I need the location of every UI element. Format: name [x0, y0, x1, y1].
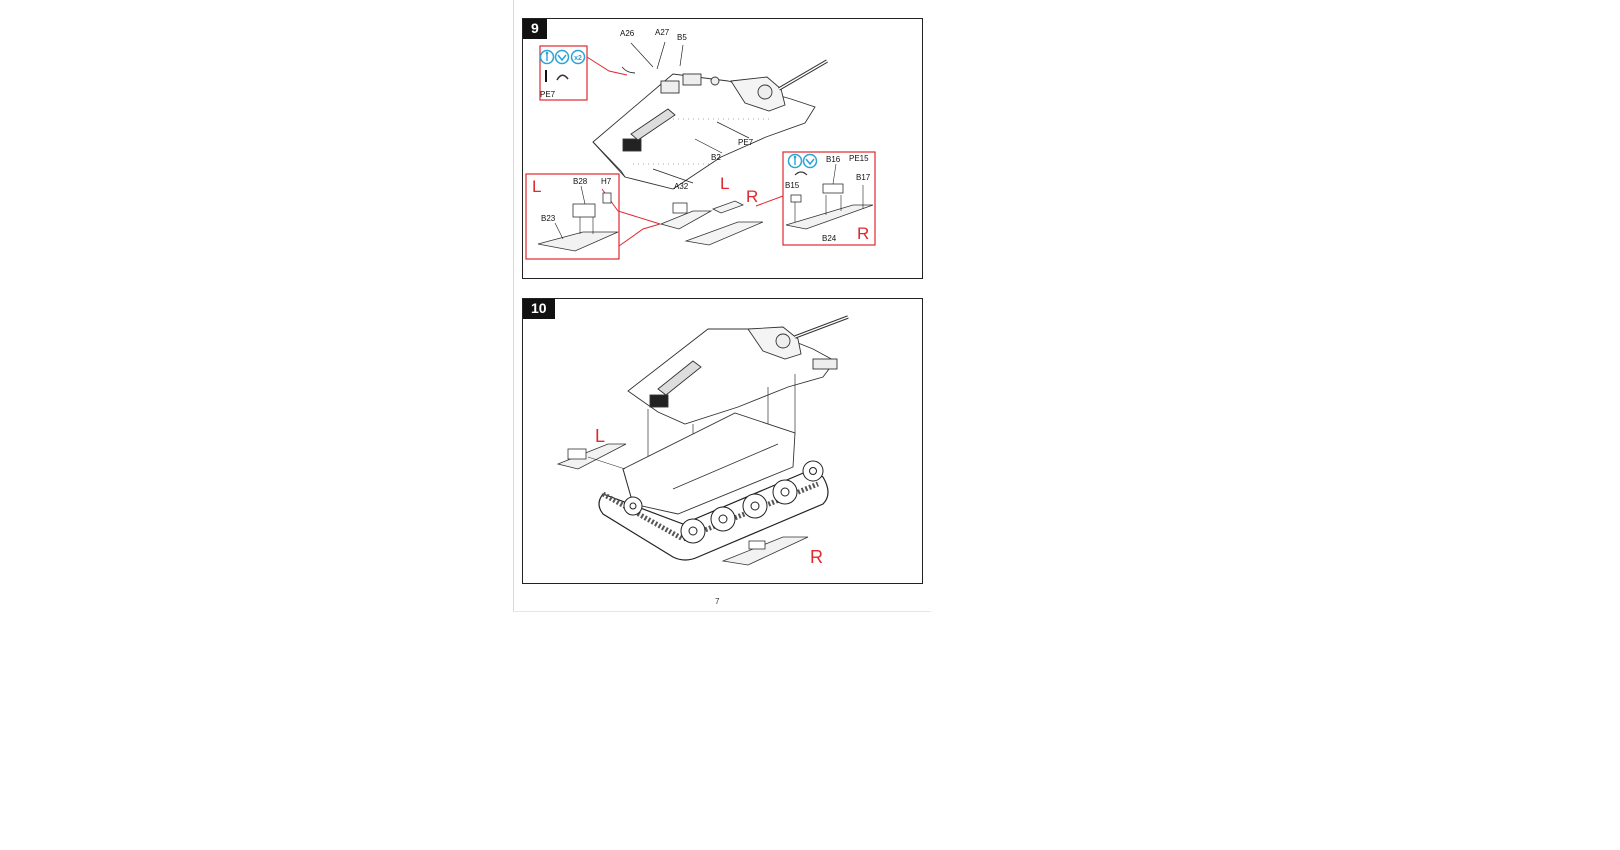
- x2-label: x2: [574, 55, 582, 62]
- left-fender-assembly: [558, 426, 626, 469]
- main-left-marker: L: [720, 174, 730, 193]
- label-a32: A32: [674, 182, 689, 191]
- left-detail-marker: L: [532, 177, 542, 196]
- page-number: 7: [715, 597, 720, 606]
- hull-upper-deck: [593, 61, 827, 189]
- hull-upper-deck: [628, 317, 848, 424]
- left-fender-detail: [526, 174, 660, 259]
- right-fender-detail: [756, 152, 875, 245]
- pe7-bent-part: [557, 75, 568, 80]
- label-b5: B5: [677, 33, 687, 42]
- step-9-panel: [522, 18, 923, 279]
- step-9-number: 9: [523, 19, 547, 39]
- step-9-drawing: [523, 19, 922, 278]
- sheet-left-edge: [513, 0, 514, 612]
- label-b23: B23: [541, 214, 556, 223]
- label-b17: B17: [856, 173, 871, 182]
- label-a26: A26: [620, 29, 635, 38]
- label-b28: B28: [573, 177, 588, 186]
- label-pe7: PE7: [738, 138, 754, 147]
- right-fender-assembly: [723, 537, 823, 567]
- sheet-bottom-edge: [513, 611, 931, 612]
- label-b15: B15: [785, 181, 800, 190]
- right-detail-marker: R: [857, 224, 870, 243]
- bend-icon: [541, 51, 554, 64]
- press-down-icon: [556, 51, 569, 64]
- step-10-right-marker: R: [810, 547, 823, 567]
- label-a27: A27: [655, 28, 670, 37]
- step-10-number: 10: [523, 299, 555, 319]
- press-down-icon: [804, 155, 817, 168]
- label-pe15: PE15: [849, 154, 869, 163]
- step-10-panel: [522, 298, 923, 584]
- pe7-callout: [540, 46, 627, 100]
- label-b2: B2: [711, 153, 721, 162]
- step-10-drawing: [523, 299, 922, 583]
- repeat-x2-icon: [572, 51, 585, 64]
- pe7-callout-label: PE7: [540, 90, 556, 99]
- bend-icon: [789, 155, 802, 168]
- label-h7: H7: [601, 177, 612, 186]
- main-right-marker: R: [746, 187, 759, 206]
- step-10-left-marker: L: [595, 426, 606, 446]
- label-b16: B16: [826, 155, 841, 164]
- label-b24: B24: [822, 234, 837, 243]
